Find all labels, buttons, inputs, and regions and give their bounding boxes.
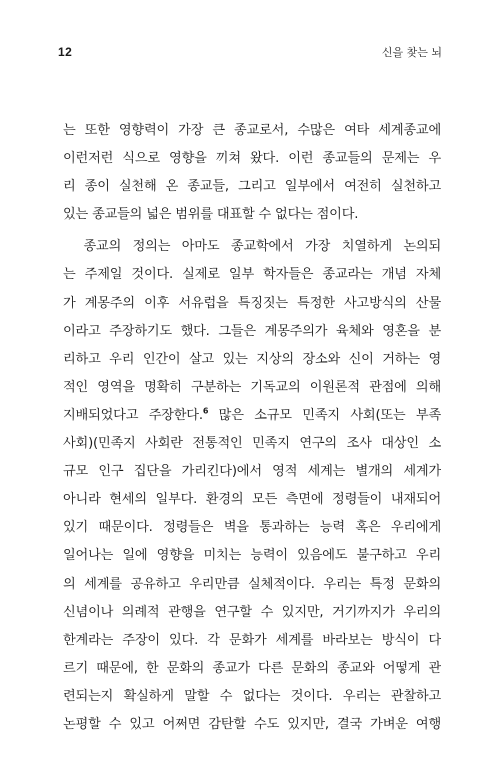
text-line: 아니라 현세의 일부다. 환경의 모든 측면에 정령들이 내재되어: [63, 492, 441, 508]
text-line: 련되는지 확실하게 말할 수 없다는 것이다. 우리는 관찰하고: [63, 688, 441, 704]
page-number: 12: [58, 45, 73, 59]
text-line: 사회)(민족지 사회란 전통적인 민족지 연구의 조사 대상인 소: [63, 436, 441, 452]
text-segment: 많은 소규모 민족지 사회(또는 부족: [208, 407, 441, 423]
text-line: 일어나는 일에 영향을 미치는 능력이 있음에도 불구하고 우리: [63, 548, 441, 564]
paragraph-2: [63, 233, 441, 739]
footnote-marker[interactable]: 6: [202, 406, 209, 416]
text-line: 르기 때문에, 한 문화의 종교가 다른 문화의 종교와 어떻게 관: [63, 660, 441, 676]
paragraph-1: [63, 117, 441, 229]
body-text: [63, 117, 441, 739]
text-line: 리하고 우리 인간이 살고 있는 지상의 장소와 신이 거하는 영: [63, 351, 441, 367]
text-line: 신념이나 의례적 관행을 연구할 수 있지만, 거기까지가 우리의: [63, 604, 441, 620]
text-line: 적인 영역을 명확히 구분하는 기독교의 이원론적 관점에 의해: [63, 379, 441, 395]
text-line: 한계라는 주장이 있다. 각 문화가 세계를 바라보는 방식이 다: [63, 632, 441, 648]
text-line: 리 종이 실천해 온 종교들, 그리고 일부에서 여전히 실천하고: [63, 179, 441, 195]
text-line: 의 세계를 공유하고 우리만큼 실체적이다. 우리는 특정 문화의: [63, 576, 441, 592]
text-line: 있기 때문이다. 정령들은 벽을 통과하는 능력 혹은 우리에게: [63, 520, 441, 536]
text-segment: 지배되었다고 주장한다.: [63, 407, 203, 423]
book-title: 신을 찾는 뇌: [381, 46, 442, 59]
text-line-with-note: [63, 402, 441, 430]
running-head: [58, 42, 442, 62]
text-line: 는 또한 영향력이 가장 큰 종교로서, 수많은 여타 세계종교에: [63, 123, 441, 138]
text-line: 가 계몽주의 이후 서유럽을 특징짓는 특정한 사고방식의 산물: [63, 295, 441, 311]
text-line: 논평할 수 있고 어쩌면 감탄할 수도 있지만, 결국 가벼운 여행: [63, 716, 441, 732]
text-line: 종교의 정의는 아마도 종교학에서 가장 치열하게 논의되: [63, 239, 441, 255]
text-line: 이라고 주장하기도 했다. 그들은 계몽주의가 육체와 영혼을 분: [63, 323, 441, 339]
text-line: 규모 인구 집단을 가리킨다)에서 영적 세계는 별개의 세계가: [63, 464, 441, 480]
text-line: 있는 종교들의 넓은 범위를 대표할 수 없다는 점이다.: [63, 207, 359, 223]
text-line: 는 주제일 것이다. 실제로 일부 학자들은 종교라는 개념 자체: [63, 267, 441, 283]
text-line: 이런저런 식으로 영향을 끼쳐 왔다. 이런 종교들의 문제는 우: [63, 151, 441, 167]
